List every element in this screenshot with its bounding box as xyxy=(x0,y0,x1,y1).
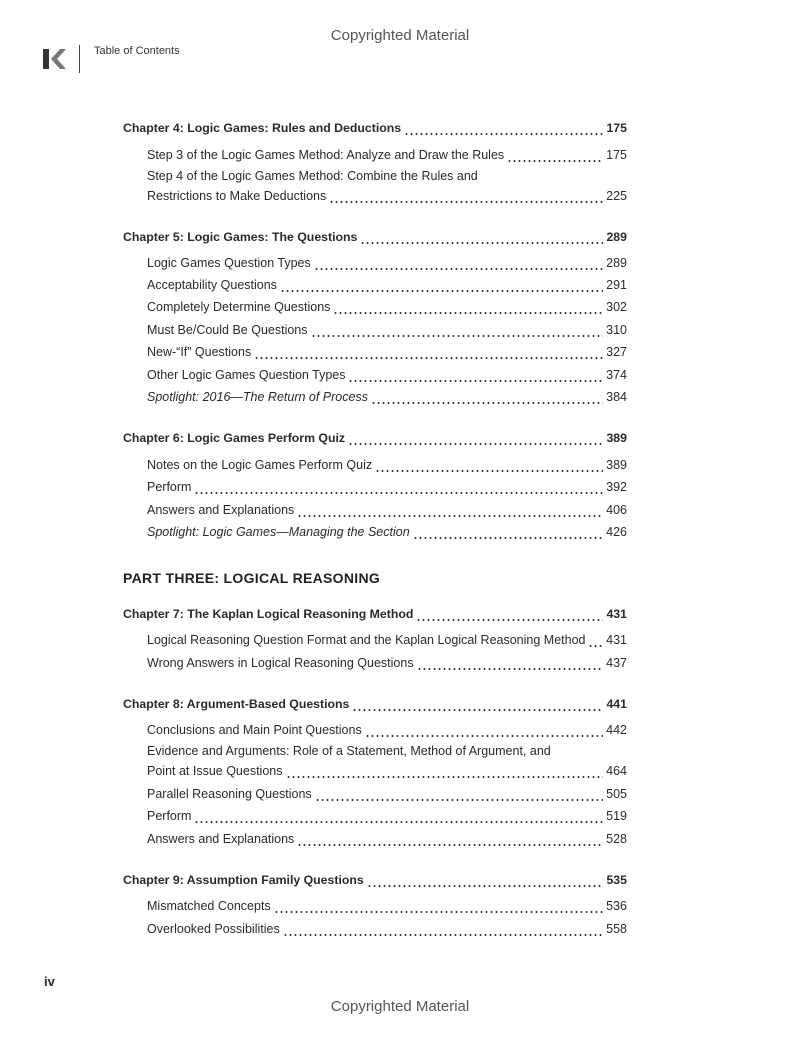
toc-page-number: 291 xyxy=(606,278,627,292)
part-heading: PART THREE: LOGICAL REASONING xyxy=(123,570,381,586)
toc-page-number: 442 xyxy=(606,723,627,737)
toc-page-number: 374 xyxy=(606,368,627,382)
toc-title-line1: Evidence and Arguments: Role of a Statement, Method of Argument, and xyxy=(147,744,551,758)
toc-page-number: 392 xyxy=(606,480,627,494)
toc-title: Spotlight: Logic Games—Managing the Section xyxy=(147,525,410,539)
section-entry[interactable] xyxy=(147,806,627,826)
dot-leader xyxy=(329,186,603,206)
toc-title: Conclusions and Main Point Questions xyxy=(147,723,362,737)
dot-leader xyxy=(314,253,603,273)
dot-leader xyxy=(333,297,603,317)
toc-title: Answers and Explanations xyxy=(147,832,295,846)
section-entry[interactable] xyxy=(147,829,627,849)
toc-title: Chapter 7: The Kaplan Logical Reasoning Method xyxy=(123,607,414,621)
section-entry[interactable] xyxy=(147,784,627,804)
dot-leader xyxy=(297,829,603,849)
toc-page-number: 389 xyxy=(606,431,627,445)
toc-page-number: 528 xyxy=(606,832,627,846)
toc-title: Answers and Explanations xyxy=(147,503,295,517)
dot-leader xyxy=(194,806,603,826)
dot-leader xyxy=(365,720,603,740)
dot-leader xyxy=(371,387,603,407)
toc-title: Chapter 6: Logic Games Perform Quiz xyxy=(123,431,346,445)
dot-leader xyxy=(283,919,603,939)
section-entry[interactable] xyxy=(147,455,627,475)
toc-title: Chapter 9: Assumption Family Questions xyxy=(123,873,364,887)
section-entry[interactable] xyxy=(147,919,627,939)
section-entry[interactable] xyxy=(147,522,627,542)
dot-leader xyxy=(375,455,603,475)
toc-page-number: 289 xyxy=(606,230,627,244)
toc-title: Spotlight: 2016—The Return of Process xyxy=(147,390,368,404)
toc-title: Overlooked Possibilities xyxy=(147,922,280,936)
dot-leader xyxy=(280,275,603,295)
dot-leader xyxy=(348,428,603,448)
toc-title: Chapter 5: Logic Games: The Questions xyxy=(123,230,358,244)
toc-page-number: 441 xyxy=(606,697,627,711)
dot-leader xyxy=(367,870,604,890)
toc-page-number: 464 xyxy=(606,764,627,778)
toc-page-number: 431 xyxy=(606,607,627,621)
section-entry[interactable] xyxy=(147,320,627,340)
dot-leader xyxy=(254,342,603,362)
toc-title: Logical Reasoning Question Format and the Kaplan Logical Reasoning Method xyxy=(147,633,586,647)
section-entry[interactable] xyxy=(147,145,627,165)
dot-leader xyxy=(194,477,603,497)
toc-title: Completely Determine Questions xyxy=(147,300,331,314)
dot-leader xyxy=(315,784,603,804)
toc-title: New-“If” Questions xyxy=(147,345,252,359)
toc-title: Step 3 of the Logic Games Method: Analyze and Draw the Rules xyxy=(147,148,505,162)
chapter-entry[interactable] xyxy=(123,428,627,448)
toc-page-number: 519 xyxy=(606,809,627,823)
toc-page-number: 310 xyxy=(606,323,627,337)
toc-title: Notes on the Logic Games Perform Quiz xyxy=(147,458,373,472)
toc-title: Must Be/Could Be Questions xyxy=(147,323,308,337)
dot-leader xyxy=(588,630,603,650)
toc-title: Logic Games Question Types xyxy=(147,256,311,270)
section-entry[interactable] xyxy=(147,500,627,520)
section-entry[interactable] xyxy=(147,365,627,385)
toc-page-number: 535 xyxy=(606,873,627,887)
toc-page-number: 426 xyxy=(606,525,627,539)
section-entry[interactable] xyxy=(147,630,627,650)
chapter-entry[interactable] xyxy=(123,870,627,890)
toc-title: Perform xyxy=(147,809,192,823)
dot-leader xyxy=(352,694,603,714)
toc-title: Chapter 4: Logic Games: Rules and Deductions xyxy=(123,121,402,135)
toc-page-number: 389 xyxy=(606,458,627,472)
dot-leader xyxy=(413,522,603,542)
dot-leader xyxy=(297,500,603,520)
toc-page-number: 384 xyxy=(606,390,627,404)
toc-title: Wrong Answers in Logical Reasoning Questions xyxy=(147,656,414,670)
copyright-watermark-bottom: Copyrighted Material xyxy=(330,998,470,1015)
toc-page-number: 225 xyxy=(606,189,627,203)
dot-leader xyxy=(286,761,604,781)
toc-title: Mismatched Concepts xyxy=(147,899,271,913)
dot-leader xyxy=(416,604,603,624)
section-entry[interactable] xyxy=(147,477,627,497)
dot-leader xyxy=(417,653,604,673)
toc-title-line1: Step 4 of the Logic Games Method: Combine the Rules and xyxy=(147,169,478,183)
toc-page-number: 406 xyxy=(606,503,627,517)
toc-page-number: 302 xyxy=(606,300,627,314)
section-entry[interactable] xyxy=(147,896,627,916)
toc-page-number: 431 xyxy=(606,633,627,647)
section-entry[interactable] xyxy=(147,275,627,295)
toc-title: Perform xyxy=(147,480,192,494)
kaplan-logo-icon xyxy=(42,47,66,71)
toc-page-number: 327 xyxy=(606,345,627,359)
toc-page-number: 437 xyxy=(606,656,627,670)
toc-title: Parallel Reasoning Questions xyxy=(147,787,312,801)
toc-page-number: 175 xyxy=(606,148,627,162)
toc-page-number: 558 xyxy=(606,922,627,936)
page-number: iv xyxy=(44,974,55,989)
dot-leader xyxy=(507,145,603,165)
toc-page-number: 505 xyxy=(606,787,627,801)
chapter-entry[interactable] xyxy=(123,118,627,138)
section-entry[interactable] xyxy=(147,653,627,673)
dot-leader xyxy=(360,227,603,247)
dot-leader xyxy=(274,896,603,916)
section-entry[interactable] xyxy=(147,720,627,740)
dot-leader xyxy=(311,320,604,340)
toc-page-number: 289 xyxy=(606,256,627,270)
section-entry[interactable] xyxy=(147,253,627,273)
section-entry[interactable] xyxy=(147,297,627,317)
toc-page-number: 536 xyxy=(606,899,627,913)
toc-title: Point at Issue Questions xyxy=(147,764,283,778)
copyright-watermark-top: Copyrighted Material xyxy=(330,27,470,44)
toc-title: Restrictions to Make Deductions xyxy=(147,189,327,203)
header-divider xyxy=(79,45,80,73)
section-entry[interactable] xyxy=(147,387,627,407)
chapter-entry[interactable] xyxy=(123,604,627,624)
toc-title: Acceptability Questions xyxy=(147,278,277,292)
section-entry[interactable] xyxy=(147,761,627,781)
chapter-entry[interactable] xyxy=(123,694,627,714)
section-entry[interactable] xyxy=(147,342,627,362)
running-header: Table of Contents xyxy=(94,45,180,57)
chapter-entry[interactable] xyxy=(123,227,627,247)
toc-title: Other Logic Games Question Types xyxy=(147,368,346,382)
toc-page-number: 175 xyxy=(606,121,627,135)
toc-title: Chapter 8: Argument-Based Questions xyxy=(123,697,350,711)
section-entry[interactable] xyxy=(147,186,627,206)
dot-leader xyxy=(404,118,603,138)
dot-leader xyxy=(348,365,603,385)
